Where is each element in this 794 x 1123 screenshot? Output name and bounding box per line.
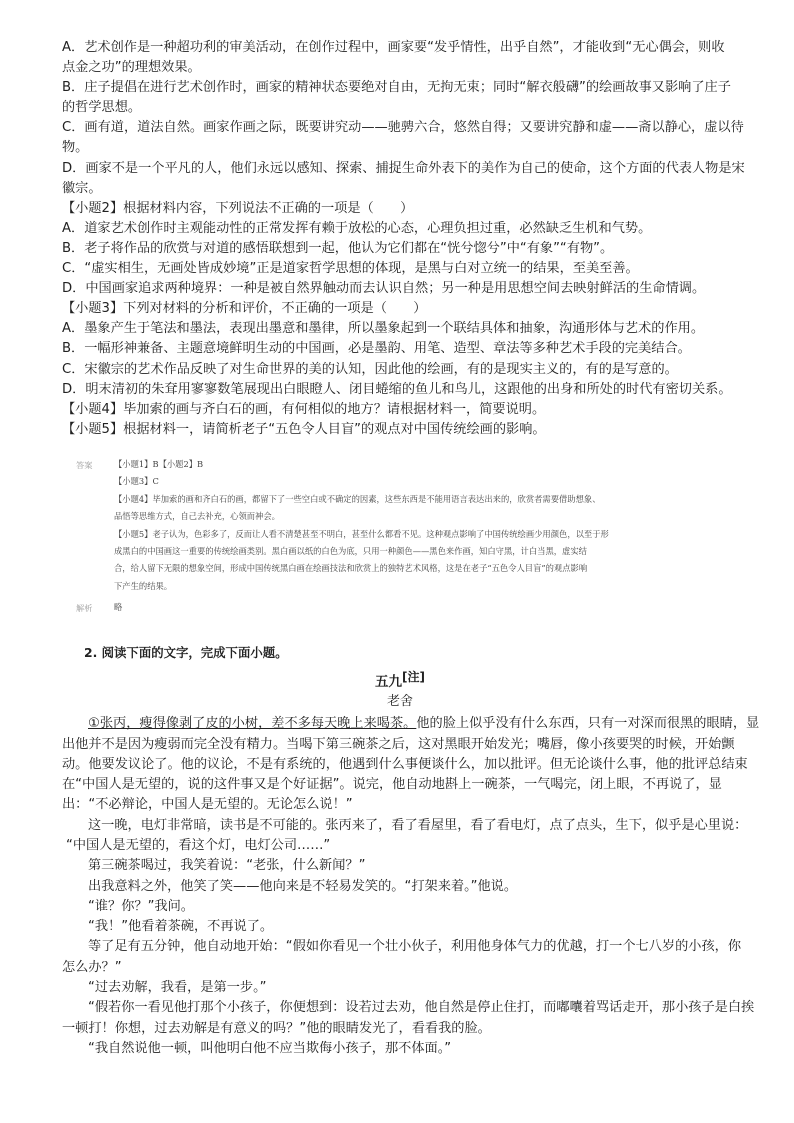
passage-title [62,667,738,692]
option-line: D．中国画家追求两种境界：一种是被自然界触动而去认识自然；另一种是用思想空间去映射鲜活的生命情调。 [62,281,706,297]
paragraph-line: 怎么办？” [62,959,122,975]
option-line: B．老子将作品的欣赏与对道的感悟联想到一起，他认为它们都在“恍兮惚兮”中“有象”“有物”。 [62,240,614,256]
paragraph-line: 出：“不必辩论，中国人是无望的。无论怎么说！” [62,797,353,813]
analysis-body [114,599,738,617]
option-line: C．宋徽宗的艺术作品反映了对生命世界的美的认知，因此他的绘画，有的是现实主义的，有的是写意的。 [62,361,678,377]
paragraph-text: 他的脸上似乎没有什么东西，只有一对深而很黑的眼睛，显 [416,716,760,732]
answer-line: 【小题3】C [114,476,159,487]
paragraph-line: “谁？你？”我问。 [88,898,194,914]
question1-options [62,38,745,199]
option-line: 物。 [62,140,89,156]
exam-page [62,38,760,1059]
reading-section-2 [62,643,760,1059]
paragraph-line: “我！”他看着茶碗，不再说了。 [88,919,274,935]
answer-line: 品悟等思维方式，自己去补充，心领而神会。 [114,511,280,522]
question3 [62,299,738,399]
paragraph-line [62,714,760,734]
paragraph-line: “过去劝解，我看，是第一步。” [88,980,267,996]
answer-line: 合，给人留下无限的想象空间，形成中国传统黑白画在绘画技法和欣赏上的独特艺术风格，这是在老子“五色令人目盲”的观点影响 [114,563,588,574]
passage-title-note: [注] [402,670,425,685]
paragraph-line: 动。他要发议论了。他的议论，不是有系统的，他遇到什么事便谈什么，加以批评。但无论谈什么事，他的批评总结束 [62,756,748,772]
paragraph-line: 在“中国人是无望的，说的这件事又是个好证据”。说完，他自动地斟上一碗茶，一气喝完，闭上眼，不再说了，显 [62,777,722,793]
option-line: 点金之功”的理想效果。 [62,60,201,76]
paragraph-line: 等了足有五分钟，他自动地开始：“假如你看见一个壮小伙子，利用他身体气力的优越，打一个七八岁的小孩，你 [88,939,742,955]
paragraph-line: “我自然说他一顿，叫他明白他不应当欺侮小孩子，那不体面。” [88,1040,452,1056]
answer-line: 【小题4】毕加索的画和齐白石的画，都留下了一些空白或不确定的因素，这些东西是不能用语言表达出来的，欣赏者需要借助想象、 [114,493,601,504]
paragraph-line: “中国人是无望的，看这个灯，电灯公司……” [66,838,331,853]
option-line: B．庄子提倡在进行艺术创作时，画家的精神状态要绝对自由，无拘无束；同时“解衣般礴”的绘画故事又影响了庄子 [62,80,731,96]
paragraph-line: 出我意料之外，他笑了笑——他向来是不轻易发笑的。“打架来着。”他说。 [88,878,518,894]
underlined-sentence: ①张丙，瘦得像剥了皮的小树，差不多每天晚上来喝茶。 [88,716,417,732]
option-line: B．一幅形神兼备、主题意境鲜明生动的中国画，必是墨韵、用笔、造型、章法等多种艺术手段的完美结合。 [62,341,691,357]
section-heading: 2. 阅读下面的文字，完成下面小题。 [84,645,288,661]
question4-stem: 【小题4】毕加索的画与齐白石的画，有何相似的地方？请根据材料一，简要说明。 [62,401,546,417]
answer-line: 下产生的结果。 [114,580,173,591]
option-line: 徽宗。 [62,180,102,196]
question2 [62,199,738,299]
paragraph-line: “假若你一看见他打那个小孩子，你便想到：设若过去劝，他自然是停止住打，而嘟囔着骂话走开，那小孩子是白挨 [88,1000,755,1016]
paragraph-line: 出他并不是因为瘦弱而完全没有精力。当喝下第三碗茶之后，这对黑眼开始发光；嘴唇，像小孩要哭的时候，开始颤 [62,736,735,752]
option-line: A．道家艺术创作时主观能动性的正常发挥有赖于放松的心态，心理负担过重，必然缺乏生机和气势。 [62,220,652,236]
option-line: C．“虚实相生，无画处皆成妙境”正是道家哲学思想的体现，是黑与白对立统一的结果，至美至善。 [62,261,639,277]
option-line: 的哲学思想。 [62,100,142,116]
question-stem: 【小题2】根据材料内容，下列说法不正确的一项是（ ） [62,200,414,216]
answer-line: 成黑白的中国画这一重要的传统绘画类别。黑白画以纸的白色为底，只用一种颜色——黑色来作画，知白守黑，计白当黑，虚实结 [114,545,587,556]
paragraph-line: 这一晚，电灯非常暗，读书是不可能的。张丙来了，看了看屋里，看了看电灯，点了点头，生下，似乎是心里说： [88,817,748,833]
answer-row [62,456,738,595]
option-line: C．画有道，道法自然。画家作画之际，既要讲究动——驰骋六合，悠然自得；又要讲究静和虚——斋以静心，虚以待 [62,120,744,136]
option-line: A．艺术创作是一种超功利的审美活动，在创作过程中，画家要“发乎情性，出乎自然”，才能收到“无心偶会，则收 [62,40,725,55]
answer-line: 【小题1】B【小题2】B [114,458,204,469]
paragraph-line: 一顿打！你想，过去劝解是有意义的吗？”他的眼睛发光了，看看我的脸。 [62,1020,491,1036]
answer-body [114,456,738,595]
analysis-text: 略 [114,602,123,613]
option-line: A．墨象产生于笔法和墨法，表现出墨意和墨律，所以墨象起到一个联结具体和抽象，沟通形体与艺术的作用。 [62,321,705,337]
answer-label: 答案 [76,459,93,470]
paragraph-line: 第三碗茶喝过，我笑着说：“老张，什么新闻？” [88,858,366,874]
passage-author: 老舍 [386,694,413,710]
answer-line: 【小题5】老子认为，色彩多了，反而让人看不清楚甚至不明白，甚至什么都看不见。这种观点影响了中国传统绘画少用颜色，以至于形 [114,528,609,539]
analysis-row [62,599,738,617]
option-line: D．明末清初的朱耷用寥寥数笔展现出白眼瞪人、闭目蜷缩的鱼儿和鸟儿，这跟他的出身和所处的时代有密切关系。 [62,381,732,397]
question5-stem: 【小题5】根据材料一，请简析老子“五色令人目盲”的观点对中国传统绘画的影响。 [62,421,546,437]
question-stem: 【小题3】下列对材料的分析和评价，不正确的一项是（ ） [62,301,427,317]
option-line: D．画家不是一个平凡的人，他们永远以感知、探索、捕捉生命外表下的美作为自己的使命，这个方面的代表人物是宋 [62,160,745,176]
answer-block [62,456,738,617]
analysis-label: 解析 [76,603,93,614]
passage-title-text: 五九 [375,674,402,691]
